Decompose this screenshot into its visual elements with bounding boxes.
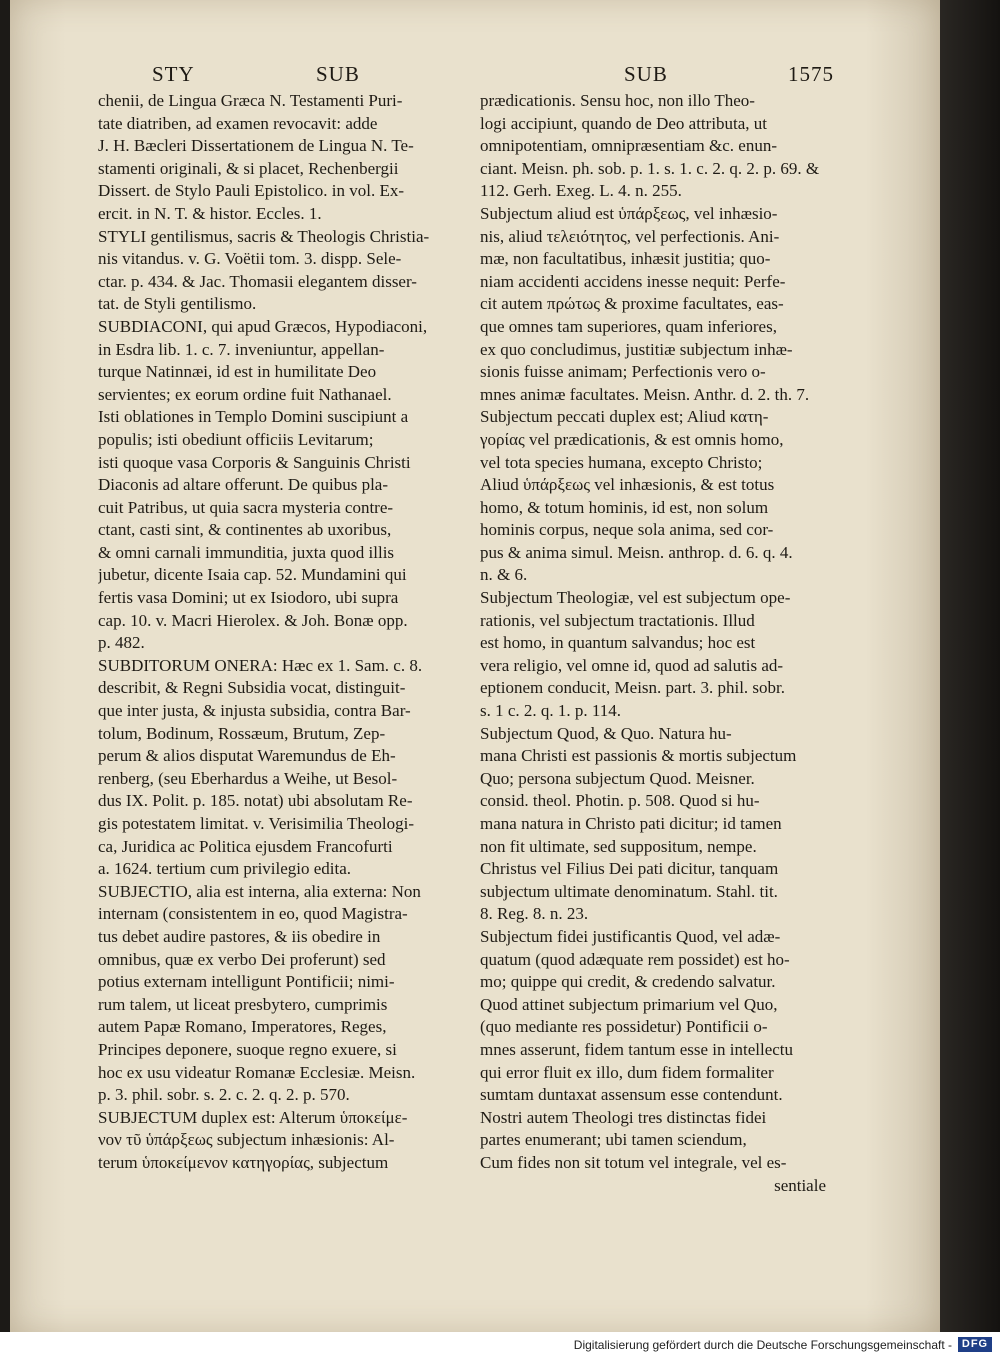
text-line: qui error fluit ex illo, dum fidem formaliter [480, 1062, 774, 1082]
text-line: νον τῦ ὑπάρξεως subjectum inhæsionis: Al- [98, 1130, 395, 1150]
text-line: terum ὑποκείμενον κατηγορίας, subjectum [98, 1152, 389, 1172]
text-line: n. & 6. [480, 565, 528, 585]
text-line: populis; isti obediunt officiis Levitarum; [98, 429, 374, 449]
text-line: potius externam intelligunt Pontificii; nimi- [98, 972, 395, 992]
text-line: gis potestatem limitat. v. Verisimilia Theologi- [98, 814, 415, 833]
header-left-inner-catchword: SUB [316, 62, 360, 86]
funding-notice: Digitalisierung gefördert durch die Deutsche Forschungsgemeinschaft - [573, 1338, 952, 1352]
text-line: non fit ultimate, sed suppositum, nempe. [480, 836, 757, 856]
text-line: cit autem πρώτως & proxime facultates, eas- [480, 294, 784, 314]
text-line: rum talem, ut liceat presbytero, cumprimis [98, 994, 388, 1014]
left-text-column [98, 90, 460, 1175]
text-line: perum & alios disputat Waremundus de Eh- [98, 746, 396, 766]
text-line: Subjectum peccati duplex est; Aliud κατη- [480, 407, 769, 427]
text-line: subjectum ultimate denominatum. Stahl. tit. [480, 881, 778, 901]
text-line: ctant, casti sint, & continentes ab uxoribus, [98, 520, 392, 540]
text-line: STYLI gentilismus, sacris & Theologis Christia- [98, 226, 430, 246]
text-line: Aliud ὑπάρξεως vel inhæsionis, & est totus [480, 475, 775, 495]
text-line: SUBJECTIO, alia est interna, alia externa: Non [98, 881, 421, 901]
text-line: internam (consistentem in eo, quod Magistra- [98, 904, 408, 924]
running-header [10, 62, 940, 92]
text-line: isti quoque vasa Corporis & Sanguinis Christi [98, 452, 411, 472]
text-line: mnes animæ facultates. Meisn. Anthr. d. 2. th. 7. [480, 384, 810, 404]
text-line: mæ, non facultatibus, inhæsit justitia; quo- [480, 249, 771, 269]
text-line: J. H. Bæcleri Dissertationem de Lingua N. Te- [98, 136, 414, 156]
text-line: Diaconis ad altare offerunt. De quibus pla- [98, 475, 389, 495]
text-line: ex quo concludimus, justitiæ subjectum inhæ- [480, 339, 793, 359]
text-line: in Esdra lib. 1. c. 7. inveniuntur, appellan- [98, 339, 385, 359]
text-line: SUBDITORUM ONERA: Hæc ex 1. Sam. c. 8. [98, 655, 423, 675]
text-line: Subjectum Quod, & Quo. Natura hu- [480, 723, 732, 743]
text-line: rationis, vel subjectum tractationis. Illud [480, 610, 755, 630]
text-line: omnibus, quæ ex verbo Dei proferunt) sed [98, 949, 386, 969]
text-line: mo; quippe qui credit, & credendo salvatur. [480, 972, 776, 992]
text-line: & omni carnali immunditia, juxta quod illis [98, 542, 395, 562]
text-line: cap. 10. v. Macri Hierolex. & Joh. Bonæ opp. [98, 610, 408, 630]
scan-dark-border [940, 0, 1000, 1332]
text-line: stamenti originali, & si placet, Rechenbergii [98, 158, 399, 178]
text-line: mnes asserunt, fidem tantum esse in intellectu [480, 1039, 794, 1059]
page-number: 1575 [788, 62, 834, 86]
text-line: omnipotentiam, omnipræsentiam &c. enun- [480, 136, 777, 156]
text-line: hoc ex usu videatur Romanæ Ecclesiæ. Meisn. [98, 1062, 416, 1082]
text-line: tate diatriben, ad examen revocavit: adde [98, 113, 378, 133]
text-line: γορίας vel prædicationis, & est omnis homo, [480, 429, 784, 449]
text-line: homo, & totum hominis, id est, non solum [480, 497, 769, 517]
text-line: Subjectum aliud est ὑπάρξεως, vel inhæsio- [480, 203, 778, 223]
text-line: partes enumerant; ubi tamen sciendum, [480, 1130, 747, 1150]
text-line: jubetur, dicente Isaia cap. 52. Mundamini qui [98, 565, 407, 585]
text-line: que omnes tam superiores, quam inferiores, [480, 316, 777, 336]
text-line: turque Natinnæi, id est in humilitate Deo [98, 362, 377, 382]
text-line: sumtam duntaxat assensum esse contendunt. [480, 1085, 783, 1105]
text-line: Subjectum Theologiæ, vel est subjectum ope- [480, 588, 791, 608]
text-line: servientes; ex eorum ordine fuit Nathanael. [98, 384, 392, 404]
text-line: chenii, de Lingua Græca N. Testamenti Puri- [98, 91, 403, 110]
text-line: tolum, Bodinum, Rossæum, Brutum, Zep- [98, 723, 386, 743]
text-line: pus & anima simul. Meisn. anthrop. d. 6. q. 4. [480, 542, 793, 562]
text-line: Nostri autem Theologi tres distinctas fidei [480, 1107, 767, 1127]
text-line: est homo, in quantum salvandus; hoc est [480, 633, 756, 653]
text-line: s. 1 c. 2. q. 1. p. 114. [480, 701, 622, 721]
text-line: mana natura in Christo pati dicitur; id tamen [480, 814, 782, 833]
text-line: niam accidenti accidens inesse nequit: Perfe- [480, 271, 786, 291]
text-line: cuit Patribus, ut quia sacra mysteria contre- [98, 497, 394, 517]
text-line: SUBDIACONI, qui apud Græcos, Hypodiaconi, [98, 316, 428, 336]
text-line: ca, Juridica ac Politica ejusdem Francofurti [98, 836, 393, 856]
text-line: logi accipiunt, quando de Deo attributa, ut [480, 113, 768, 133]
text-line: Subjectum fidei justificantis Quod, vel adæ- [480, 926, 781, 946]
text-line: ercit. in N. T. & histor. Eccles. 1. [98, 203, 322, 223]
text-line: Christus vel Filius Dei pati dicitur, tanquam [480, 859, 779, 879]
header-right-inner-catchword: SUB [624, 62, 668, 86]
text-line: que inter justa, & injusta subsidia, contra Bar- [98, 701, 411, 721]
text-line: prædicationis. Sensu hoc, non illo Theo- [480, 91, 755, 110]
text-line: fertis vasa Domini; ut ex Isiodoro, ubi supra [98, 588, 399, 608]
text-line: nis, aliud τελειότητος, vel perfectionis. Ani- [480, 226, 780, 246]
text-line: dus IX. Polit. p. 185. notat) ubi absolutam Re- [98, 791, 413, 811]
text-line: hominis corpus, neque sola anima, sed cor- [480, 520, 774, 540]
text-line: 8. Reg. 8. n. 23. [480, 904, 589, 924]
text-line: tat. de Styli gentilismo. [98, 294, 257, 314]
text-line: Isti oblationes in Templo Domini suscipiunt a [98, 407, 409, 427]
text-line: tus debet audire pastores, & iis obedire in [98, 926, 381, 946]
text-line: vel tota species humana, excepto Christo; [480, 452, 763, 472]
text-line: autem Papæ Romano, Imperatores, Reges, [98, 1017, 387, 1037]
text-line: 112. Gerh. Exeg. L. 4. n. 255. [480, 181, 682, 201]
text-line: describit, & Regni Subsidia vocat, distinguit- [98, 678, 406, 698]
text-line: mana Christi est passionis & mortis subjectum [480, 746, 797, 766]
text-line: Principes deponere, suoque regno exuere, si [98, 1039, 397, 1059]
book-page [10, 0, 940, 1332]
text-line: consid. theol. Photin. p. 508. Quod si hu- [480, 791, 760, 811]
text-line: nis vitandus. v. G. Voëtii tom. 3. dispp. Sele- [98, 249, 402, 269]
text-line: eptionem conducit, Meisn. part. 3. phil. sobr. [480, 678, 786, 698]
text-line: (quo mediante res possidetur) Pontificii o- [480, 1017, 768, 1037]
text-line: ciant. Meisn. ph. sob. p. 1. s. 1. c. 2. q. 2. p. 69. & [480, 158, 820, 178]
text-line: quatum (quod adæquate rem possidet) est ho- [480, 949, 790, 969]
text-line: sentiale [774, 1175, 826, 1195]
dfg-logo: DFG [958, 1337, 992, 1352]
text-line: Quo; persona subjectum Quod. Meisner. [480, 768, 755, 788]
text-line: Cum fides non sit totum vel integrale, vel es- [480, 1152, 787, 1172]
text-line: sionis fuisse animam; Perfectionis vero o- [480, 362, 766, 382]
header-left-catchword: STY [152, 62, 195, 86]
text-line: vera religio, vel omne id, quod ad salutis ad- [480, 655, 784, 675]
text-line: p. 482. [98, 633, 145, 653]
text-line: p. 3. phil. sobr. s. 2. c. 2. q. 2. p. 570. [98, 1085, 350, 1105]
right-text-column [480, 90, 840, 1197]
digitization-footer [0, 1332, 1000, 1358]
text-line: ctar. p. 434. & Jac. Thomasii elegantem disser- [98, 271, 417, 291]
text-line: a. 1624. tertium cum privilegio edita. [98, 859, 352, 879]
text-line: Quod attinet subjectum primarium vel Quo, [480, 994, 778, 1014]
text-line: renberg, (seu Eberhardus a Weihe, ut Besol- [98, 768, 398, 788]
text-line: Dissert. de Stylo Pauli Epistolico. in vol. Ex- [98, 181, 404, 201]
text-line: SUBJECTUM duplex est: Alterum ὑποκείμε- [98, 1107, 408, 1127]
